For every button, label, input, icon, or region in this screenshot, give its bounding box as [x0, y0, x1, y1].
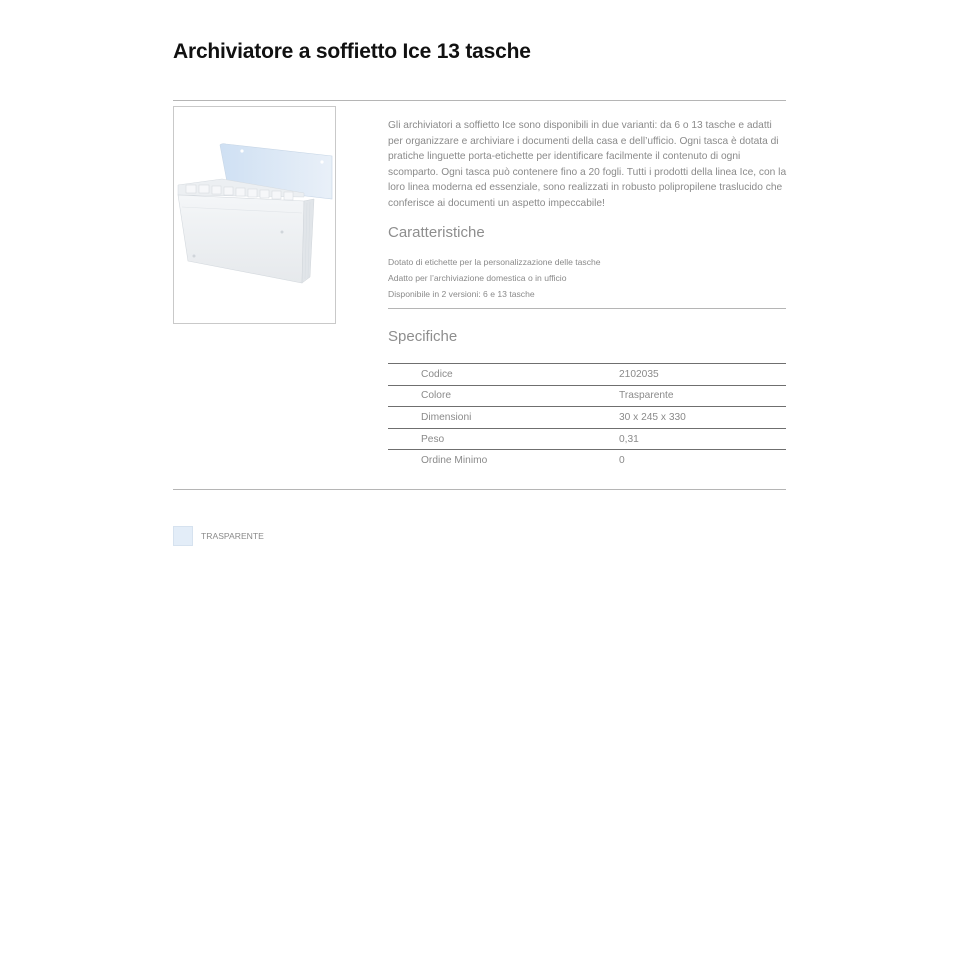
spec-value: 30 x 245 x 330: [619, 407, 786, 429]
divider-features: [388, 308, 786, 309]
expanding-file-folder-icon: [174, 107, 335, 323]
color-swatch[interactable]: [173, 526, 193, 546]
spec-value: 0: [619, 450, 786, 471]
table-row: [388, 450, 786, 471]
spec-label: Ordine Minimo: [388, 450, 619, 471]
spec-label: Peso: [388, 428, 619, 450]
spec-label: Dimensioni: [388, 407, 619, 429]
color-swatch-label: TRASPARENTE: [201, 531, 264, 541]
spec-label: Codice: [388, 364, 619, 386]
page-title: Archiviatore a soffietto Ice 13 tasche: [173, 40, 531, 63]
specs-heading: Specifiche: [388, 328, 458, 345]
spec-value: 2102035: [619, 364, 786, 386]
features-list: [388, 254, 601, 302]
divider-top: [173, 100, 786, 101]
table-row: [388, 407, 786, 429]
spec-label: Colore: [388, 385, 619, 407]
product-image: [173, 106, 336, 324]
table-row: [388, 364, 786, 386]
feature-item: Disponibile in 2 versioni: 6 e 13 tasche: [388, 289, 535, 299]
feature-item: Dotato di etichette per la personalizzazione delle tasche: [388, 257, 601, 267]
table-row: [388, 385, 786, 407]
feature-item: Adatto per l’archiviazione domestica o in ufficio: [388, 273, 567, 283]
table-row: [388, 428, 786, 450]
product-description: Gli archiviatori a soffietto Ice sono disponibili in due varianti: da 6 o 13 tasche e adatti per organizzare e archiviare i documenti della casa e dell’ufficio. Ogni tasca è dotata di pratiche linguette porta-etichette per identificare facilmente il contenuto di ogni scomparto. Ogni tasca può contenere fino a 20 fogli. Tutti i prodotti della linea Ice, con la loro linea moderna ed essenziale, sono realizzati in robusto polipropilene traslucido che conferisce ai documenti un aspetto impeccabile!: [388, 120, 787, 209]
specs-table: [388, 363, 786, 471]
spec-value: Trasparente: [619, 385, 786, 407]
divider-bottom: [173, 489, 786, 490]
spec-value: 0,31: [619, 428, 786, 450]
features-heading: Caratteristiche: [388, 224, 485, 241]
